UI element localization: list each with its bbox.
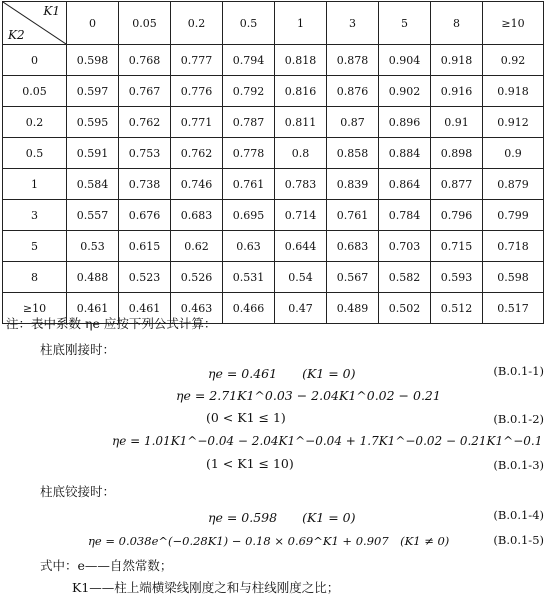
table-cell: 0.502 <box>379 293 431 324</box>
row-header-k2: 0 <box>3 45 67 76</box>
table-cell: 0.584 <box>67 169 119 200</box>
equation-condition: (1 < K1 ≤ 10) <box>206 456 294 471</box>
table-cell: 0.783 <box>275 169 327 200</box>
table-cell: 0.567 <box>327 262 379 293</box>
table-cell: 0.787 <box>223 107 275 138</box>
equation-tag: (B.0.1-1) <box>493 364 544 378</box>
table-cell: 0.54 <box>275 262 327 293</box>
row-header-k2: 5 <box>3 231 67 262</box>
table-row <box>3 262 544 293</box>
table-cell: 0.796 <box>431 200 483 231</box>
equation-b-0-1-4: ηe = 0.598 (K1 = 0) <box>208 510 356 525</box>
table-cell: 0.598 <box>67 45 119 76</box>
table-cell: 0.463 <box>171 293 223 324</box>
table-cell: 0.918 <box>431 45 483 76</box>
table-row <box>3 169 544 200</box>
row-header-k2: 0.05 <box>3 76 67 107</box>
table-row <box>3 107 544 138</box>
table-cell: 0.63 <box>223 231 275 262</box>
table-cell: 0.768 <box>119 45 171 76</box>
table-cell: 0.557 <box>67 200 119 231</box>
table-cell: 0.738 <box>119 169 171 200</box>
equation-b-0-1-3: ηe = 1.01K1^−0.04 − 2.04K1^−0.04 + 1.7K1^−0.02 − 0.21K1^−0.1 <box>112 434 543 448</box>
table-cell: 0.517 <box>483 293 544 324</box>
table-row <box>3 76 544 107</box>
table-cell: 0.876 <box>327 76 379 107</box>
table-cell: 0.858 <box>327 138 379 169</box>
table-cell: 0.512 <box>431 293 483 324</box>
table-cell: 0.776 <box>171 76 223 107</box>
table-cell: 0.771 <box>171 107 223 138</box>
table-cell: 0.864 <box>379 169 431 200</box>
table-cell: 0.461 <box>67 293 119 324</box>
table-cell: 0.715 <box>431 231 483 262</box>
table-cell: 0.488 <box>67 262 119 293</box>
table-cell: 0.912 <box>483 107 544 138</box>
col-header: 5 <box>379 2 431 45</box>
table-row <box>3 45 544 76</box>
col-header: 0 <box>67 2 119 45</box>
equation-b-0-1-2: ηe = 2.71K1^0.03 − 2.04K1^0.02 − 0.21 <box>176 388 441 403</box>
row-header-k2: 1 <box>3 169 67 200</box>
table-cell: 0.531 <box>223 262 275 293</box>
table-cell: 0.591 <box>67 138 119 169</box>
table-cell: 0.746 <box>171 169 223 200</box>
table-cell: 0.597 <box>67 76 119 107</box>
row-header-k2: ≥10 <box>3 293 67 324</box>
table-cell: 0.703 <box>379 231 431 262</box>
table-cell: 0.91 <box>431 107 483 138</box>
equation-tag: (B.0.1-2) <box>493 412 544 426</box>
table-cell: 0.761 <box>223 169 275 200</box>
table-cell: 0.784 <box>379 200 431 231</box>
table-cell: 0.879 <box>483 169 544 200</box>
table-cell: 0.792 <box>223 76 275 107</box>
col-header: 3 <box>327 2 379 45</box>
table-cell: 0.466 <box>223 293 275 324</box>
col-header: 8 <box>431 2 483 45</box>
table-cell: 0.526 <box>171 262 223 293</box>
table-cell: 0.593 <box>431 262 483 293</box>
table-cell: 0.53 <box>67 231 119 262</box>
table-cell: 0.762 <box>171 138 223 169</box>
table-cell: 0.47 <box>275 293 327 324</box>
table-row <box>3 231 544 262</box>
hinged-base-heading: 柱底铰接时： <box>40 484 116 499</box>
row-header-k2: 0.2 <box>3 107 67 138</box>
table-cell: 0.8 <box>275 138 327 169</box>
table-cell: 0.9 <box>483 138 544 169</box>
table-header-row <box>3 2 544 45</box>
table-cell: 0.523 <box>119 262 171 293</box>
table-body <box>3 45 544 324</box>
col-header: 0.5 <box>223 2 275 45</box>
table-cell: 0.884 <box>379 138 431 169</box>
table-cell: 0.489 <box>327 293 379 324</box>
equation-tag: (B.0.1-5) <box>493 533 544 547</box>
table-cell: 0.839 <box>327 169 379 200</box>
row-header-k2: 0.5 <box>3 138 67 169</box>
corner-k2-label: K2 <box>8 28 25 42</box>
table-cell: 0.683 <box>171 200 223 231</box>
table-cell: 0.676 <box>119 200 171 231</box>
col-header: 0.2 <box>171 2 223 45</box>
table-cell: 0.683 <box>327 231 379 262</box>
table-cell: 0.87 <box>327 107 379 138</box>
table-cell: 0.916 <box>431 76 483 107</box>
table-cell: 0.598 <box>483 262 544 293</box>
coefficient-table <box>2 1 544 324</box>
table-cell: 0.92 <box>483 45 544 76</box>
table-cell: 0.799 <box>483 200 544 231</box>
table-cell: 0.695 <box>223 200 275 231</box>
table-cell: 0.904 <box>379 45 431 76</box>
table-cell: 0.767 <box>119 76 171 107</box>
table-cell: 0.918 <box>483 76 544 107</box>
table-cell: 0.902 <box>379 76 431 107</box>
equation-tag: (B.0.1-4) <box>493 508 544 522</box>
table-row <box>3 138 544 169</box>
table-cell: 0.896 <box>379 107 431 138</box>
table-cell: 0.762 <box>119 107 171 138</box>
table-cell: 0.777 <box>171 45 223 76</box>
equation-b-0-1-5: ηe = 0.038e^(−0.28K1) − 0.18 × 0.69^K1 + 0.907 (K1 ≠ 0) <box>88 534 450 548</box>
col-header: 1 <box>275 2 327 45</box>
corner-cell <box>3 2 67 45</box>
col-header: 0.05 <box>119 2 171 45</box>
table-cell: 0.761 <box>327 200 379 231</box>
table-row <box>3 200 544 231</box>
table-cell: 0.816 <box>275 76 327 107</box>
row-header-k2: 8 <box>3 262 67 293</box>
table-cell: 0.595 <box>67 107 119 138</box>
corner-k1-label: K1 <box>43 4 60 18</box>
table-cell: 0.644 <box>275 231 327 262</box>
equation-tag: (B.0.1-3) <box>493 458 544 472</box>
equation-b-0-1-1: ηe = 0.461 (K1 = 0) <box>208 366 356 381</box>
where-line: 式中：e——自然常数； <box>40 558 173 573</box>
k1-definition: K1——柱上端横梁线刚度之和与柱线刚度之比； <box>72 580 340 595</box>
table-cell: 0.818 <box>275 45 327 76</box>
table-cell: 0.778 <box>223 138 275 169</box>
col-header: ≥10 <box>483 2 544 45</box>
table-cell: 0.794 <box>223 45 275 76</box>
table-cell: 0.753 <box>119 138 171 169</box>
table-cell: 0.62 <box>171 231 223 262</box>
table-cell: 0.718 <box>483 231 544 262</box>
row-header-k2: 3 <box>3 200 67 231</box>
table-cell: 0.811 <box>275 107 327 138</box>
table-cell: 0.615 <box>119 231 171 262</box>
table-cell: 0.878 <box>327 45 379 76</box>
equation-condition: (0 < K1 ≤ 1) <box>206 410 286 425</box>
table-cell: 0.461 <box>119 293 171 324</box>
table-cell: 0.714 <box>275 200 327 231</box>
fixed-base-heading: 柱底刚接时： <box>40 342 116 357</box>
table-cell: 0.877 <box>431 169 483 200</box>
table-cell: 0.582 <box>379 262 431 293</box>
notes-intro: 注：表中系数 ηe 应按下列公式计算： <box>6 316 217 331</box>
table-cell: 0.898 <box>431 138 483 169</box>
